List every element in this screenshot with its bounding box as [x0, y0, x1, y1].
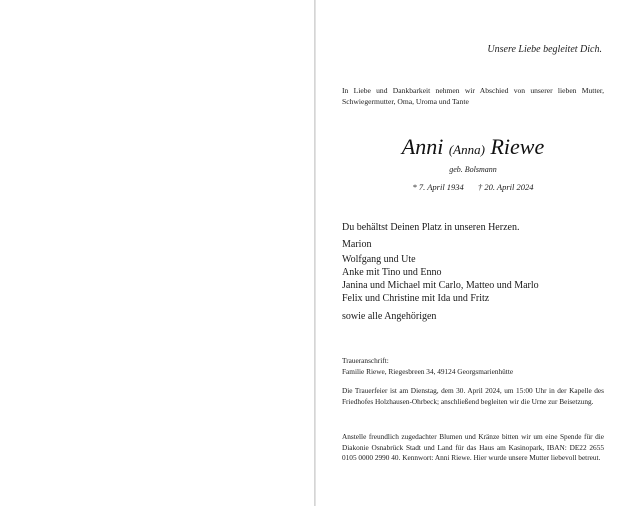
family-closing: sowie alle Angehörigen — [342, 311, 437, 322]
first-name: Anni — [401, 134, 444, 159]
life-dates — [316, 182, 630, 192]
ceremony-notice: Die Trauerfeier ist am Dienstag, dem 30. April 2024, um 15:00 Uhr in der Kapelle des Friedhofes Holzhausen-Ohrbeck; anschließend begleiten wir die Urne zur Beisetzung. — [342, 386, 604, 406]
family-member: Wolfgang und Ute — [342, 254, 416, 265]
address-label: Traueranschrift: — [342, 356, 389, 365]
family-member: Felix und Christine mit Ida und Fritz — [342, 293, 490, 304]
deceased-name — [316, 134, 630, 160]
heart-line: Du behältst Deinen Platz in unseren Herzen. — [342, 222, 520, 233]
address-value: Familie Riewe, Riegesbreen 34, 49124 Georgsmarienhütte — [342, 366, 514, 376]
death-date: † 20. April 2024 — [477, 182, 534, 192]
family-member: Marion — [342, 239, 372, 250]
last-name: Riewe — [490, 134, 545, 159]
motto: Unsere Liebe begleitet Dich. — [487, 44, 602, 55]
birth-date: * 7. April 1934 — [412, 182, 464, 192]
intro-text: In Liebe und Dankbarkeit nehmen wir Abschied von unserer lieben Mutter, Schwiegermutter, Oma, Uroma und Tante — [342, 86, 604, 106]
mourning-address — [342, 356, 604, 377]
donation-notice: Anstelle freundlich zugedachter Blumen und Kränze bitten wir um eine Spende für die Diakonie Osnabrück Stadt und Land für das Haus am Kasinopark, IBAN: DE22 2655 0105 0000 2990 40. Kennwort: Anni Riewe. Hier wurde unsere Mutter liebevoll betreut. — [342, 432, 604, 462]
nickname: (Anna) — [448, 142, 485, 157]
obituary-page — [316, 0, 630, 506]
family-member: Anke mit Tino und Enno — [342, 267, 442, 278]
family-member: Janina und Michael mit Carlo, Matteo und Marlo — [342, 280, 539, 291]
birth-name: geb. Bolsmann — [449, 165, 497, 174]
blank-left-page — [0, 0, 314, 506]
family-block — [342, 221, 612, 323]
